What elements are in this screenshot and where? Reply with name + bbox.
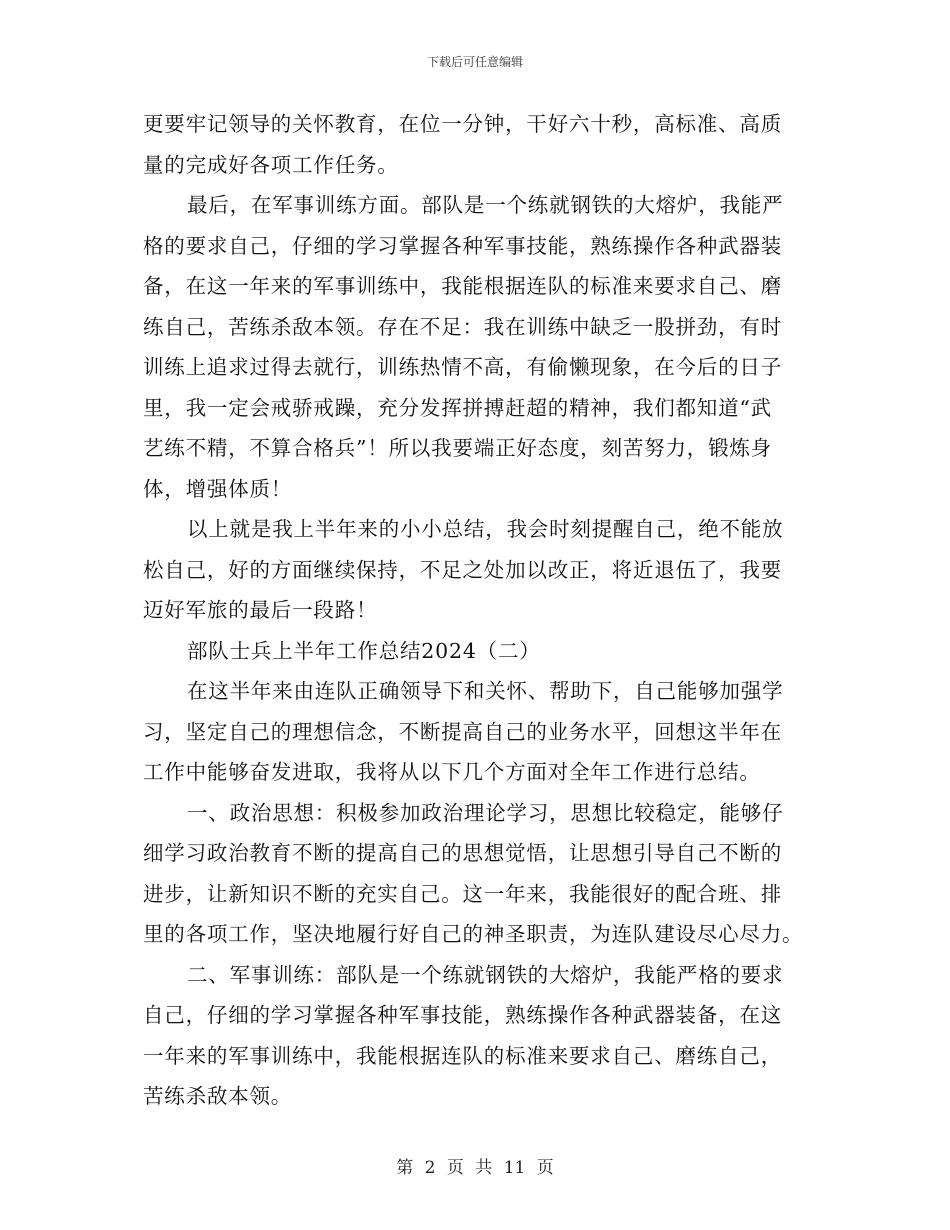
text-line: 苦练杀敌本领。 [143,1084,293,1108]
text-line: 练自己，苦练杀敌本领。存在不足：我在训练中缺乏一股拼劲，有时 [143,314,782,339]
text-line: 一年来的军事训练中，我能根据连队的标准来要求自己、磨练自己， [143,1043,782,1068]
text-line: 细学习政治教育不断的提高自己的思想觉悟，让思想引导自己不断的 [143,841,782,865]
text-line: 松自己，好的方面继续保持，不足之处加以改正，将近退伍了，我要 [143,557,782,582]
text-line: 训练上追求过得去就行，训练热情不高，有偷懒现象，在今后的日子 [143,355,782,379]
text-line: 迈好军旅的最后一段路！ [143,598,378,622]
text-line: 更要牢记领导的关怀教育，在位一分钟，干好六十秒，高标准、高质 [143,112,782,136]
text-line: 一、政治思想：积极参加政治理论学习，思想比较稳定，能够仔 [187,800,784,825]
text-line: 自己，仔细的学习掌握各种军事技能，熟练操作各种武器装备，在这 [143,1003,782,1027]
page-header-note: 下载后可任意编辑 [426,55,523,69]
text-line: 里的各项工作，坚决地履行好自己的神圣职责，为连队建设尽心尽力。 [143,922,804,946]
text-line: 量的完成好各项工作任务。 [143,152,399,177]
text-line: 以上就是我上半年来的小小总结，我会时刻提醒自己，绝不能放 [187,517,784,541]
text-line: 里，我一定会戒骄戒躁，充分发挥拼搏赶超的精神，我们都知道“武 [143,395,772,420]
text-line: 艺练不精，不算合格兵”！所以我要端正好态度，刻苦努力，锻炼身 [143,436,772,460]
text-line: 最后，在军事训练方面。部队是一个练就钢铁的大熔炉，我能严 [187,193,784,217]
text-line: 在这半年来由连队正确领导下和关怀、帮助下，自己能够加强学 [187,679,784,703]
text-line: 进步，让新知识不断的充实自己。这一年来，我能很好的配合班、排 [143,881,782,906]
text-line: 格的要求自己，仔细的学习掌握各种军事技能，熟练操作各种武器装 [143,233,782,258]
page-number-footer: 第 2 页 共 11 页 [396,1158,554,1178]
text-line: 部队士兵上半年工作总结2024（二） [187,638,541,663]
text-line: 二、军事训练：部队是一个练就钢铁的大熔炉，我能严格的要求 [187,962,784,987]
text-line: 体，增强体质！ [143,476,293,501]
document-body [143,104,807,1117]
text-line: 备，在这一年来的军事训练中，我能根据连队的标准来要求自己、磨 [143,274,782,298]
text-line: 工作中能够奋发进取，我将从以下几个方面对全年工作进行总结。 [143,760,761,784]
text-line: 习，坚定自己的理想信念，不断提高自己的业务水平，回想这半年在 [143,719,782,744]
